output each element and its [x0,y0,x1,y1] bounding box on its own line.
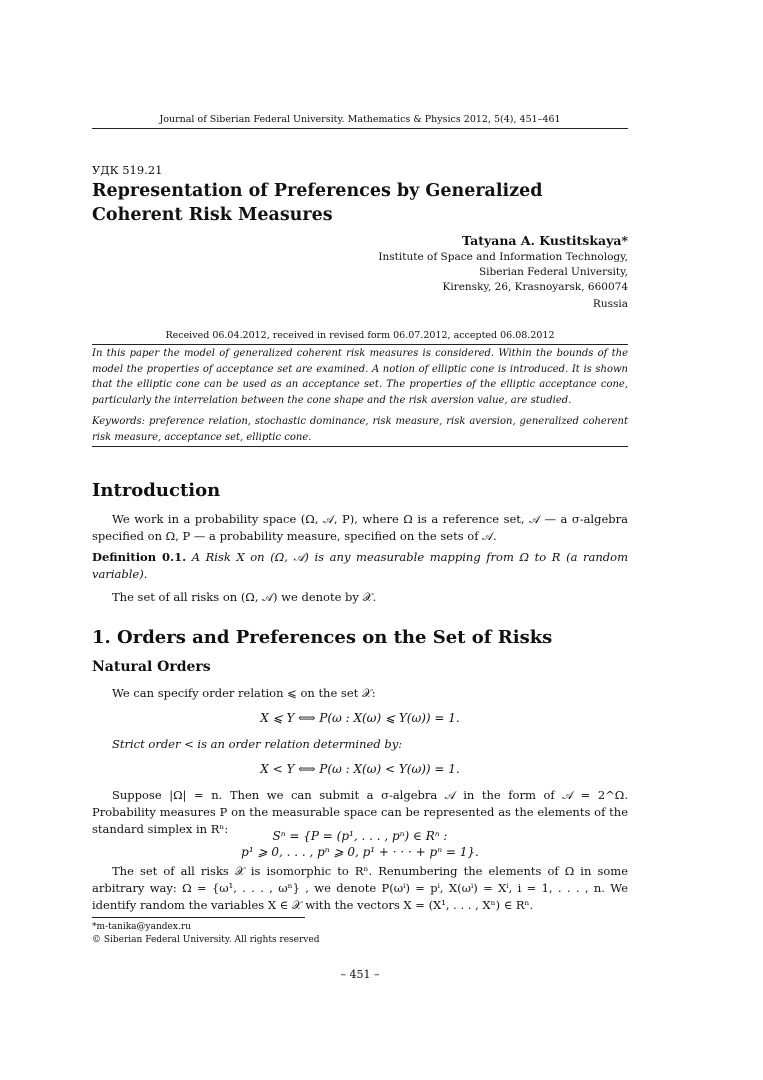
definition [92,549,628,583]
definition-text: A Risk X on (Ω, 𝒜) is any measurable mapping from Ω to R (a random variable). [92,550,628,581]
header-rule [92,128,628,129]
affiliation-line: Siberian Federal University, [478,266,628,278]
footnote-copyright: © Siberian Federal University. All rights reserved [92,935,320,945]
body-paragraph: Suppose |Ω| = n. Then we can submit a σ-algebra 𝒜 in the form of 𝒜 = 2^Ω. Probability measures P on the measurable space can be represented as the elements of the standard simplex in Rⁿ: [92,788,628,836]
body-paragraph: Strict order < is an order relation determined by: [112,737,403,751]
definition-label: Definition 0.1. [92,550,187,564]
intro-paragraph: We work in a probability space (Ω, 𝒜, P), where Ω is a reference set, 𝒜 — a σ-algebra specified on Ω, P — a probability measure, specified on the sets of 𝒜. [92,512,628,543]
journal-header: Journal of Siberian Federal University. Mathematics & Physics 2012, 5(4), 451–461 [159,114,561,125]
section-heading-introduction: Introduction [92,480,221,501]
affiliation-line: Institute of Space and Information Technology, [378,251,628,263]
affiliation-country: Russia [592,298,628,310]
equation-simplex-line2: p¹ ⩾ 0, . . . , pⁿ ⩾ 0, p¹ + · · · + pⁿ = 1}. [241,845,479,859]
udk-code: УДК 519.21 [92,163,163,177]
equation-strict-order: X < Y ⟺ P(ω : X(ω) < Y(ω)) = 1. [260,762,460,776]
section-heading-orders: 1. Orders and Preferences on the Set of Risks [92,627,553,648]
abstract-bottom-rule [92,446,628,447]
body-paragraph: We can specify order relation ⩽ on the set 𝒳: [112,686,376,700]
keywords: Keywords: preference relation, stochastic dominance, risk measure, risk aversion, generalized coherent risk measure, acceptance set, elliptic cone. [92,416,628,443]
equation-simplex-line1: Sⁿ = {P = (p¹, . . . , pⁿ) ∈ Rⁿ : [272,829,448,843]
footnote-rule [92,917,305,918]
page-number: – 451 – [340,968,380,981]
equation-order: X ⩽ Y ⟺ P(ω : X(ω) ⩽ Y(ω)) = 1. [260,711,460,725]
body-paragraph: The set of all risks 𝒳 is isomorphic to Rⁿ. Renumbering the elements of Ω in some arbitrary way: Ω = {ω¹, . . . , ωⁿ} , we denote P(ωⁱ) = pⁱ, X(ωⁱ) = Xⁱ, i = 1, . . . , n. We identify random the variables X ∈ 𝒳 with the vectors X = (X¹, . . . , Xⁿ) ∈ Rⁿ. [92,864,628,912]
abstract: In this paper the model of generalized coherent risk measures is considered. Within the bounds of the model the properties of acceptance set are examined. A notion of elliptic cone is introduced. It is shown that the elliptic cone can be used as an acceptance set. The properties of the elliptic acceptance cone, particularly the interrelation between the cone shape and the risk aversion value, are studied. [92,348,628,406]
intro-paragraph: The set of all risks on (Ω, 𝒜) we denote by 𝒳. [112,590,377,604]
affiliation-line: Kirensky, 26, Krasnoyarsk, 660074 [442,281,628,293]
author-name: Tatyana A. Kustitskaya* [462,233,628,248]
subsection-heading-natural-orders: Natural Orders [92,659,211,675]
abstract-top-rule [92,344,628,345]
received-dates: Received 06.04.2012, received in revised form 06.07.2012, accepted 06.08.2012 [165,330,555,341]
paper-title: Representation of Preferences by Generalized Coherent Risk Measures [92,181,543,225]
paper-page [92,0,628,1080]
footnote-email: *m-tanika@yandex.ru [92,922,191,932]
